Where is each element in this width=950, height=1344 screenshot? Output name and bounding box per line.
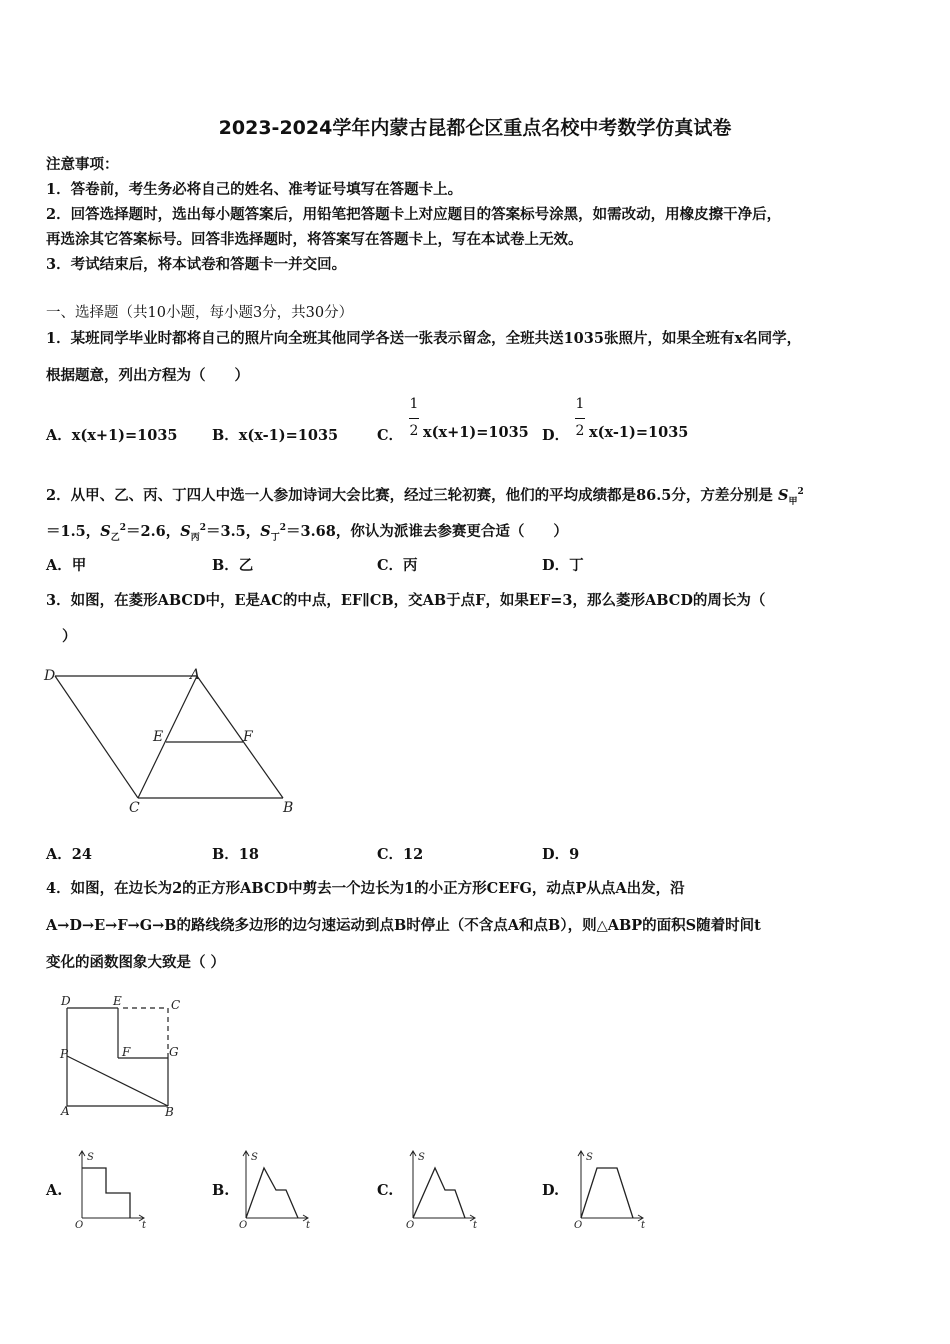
axis-label-o: O (239, 1220, 248, 1230)
q1-option-b: B．x(x-1)=1035 (212, 427, 339, 444)
axis-label-t: t (142, 1220, 147, 1230)
variance-value: ＝1.5， (46, 523, 101, 540)
notice-item: 3．考试结束后，将本试卷和答题卡一并交回。 (46, 256, 347, 273)
label-e: E (113, 994, 122, 1008)
label-d: D (61, 994, 71, 1008)
q2-option-b: B．乙 (212, 557, 254, 574)
axis-label-t: t (641, 1220, 646, 1230)
variance-value: ＝3.68，你认为派谁去参赛更合适（ ） (286, 523, 568, 540)
q4-stem: A→D→E→F→G→B的路线绕多边形的边匀速运动到点B时停止（不含点A和点B），则△ABP的面积S随着时间t (46, 917, 761, 934)
label-f: F (243, 729, 253, 745)
graph-curve (82, 1168, 130, 1218)
variance-sup: 2 (279, 523, 286, 534)
fraction-bar (575, 418, 585, 419)
variance-symbol: S (100, 523, 111, 540)
graph-option-b (236, 1148, 321, 1230)
q1-stem: 根据题意，列出方程为（ ） (46, 367, 249, 384)
section-heading: 一、选择题（共10小题，每小题3分，共30分） (46, 305, 354, 321)
label-b: B (283, 800, 294, 816)
q1-option-c: x(x+1)=1035 (423, 424, 529, 441)
axis-label-s: S (251, 1152, 258, 1163)
notice-item: 2．回答选择题时，选出每小题答案后，用铅笔把答题卡上对应题目的答案标号涂黑，如需改动，用橡皮擦干净后， (46, 206, 782, 223)
label-a: A (190, 667, 201, 683)
q4-stem: 变化的函数图象大致是（ ） (46, 954, 226, 971)
axis-label-o: O (406, 1220, 415, 1230)
label-g: G (169, 1045, 179, 1059)
axis-label-t: t (306, 1220, 311, 1230)
label-b: B (165, 1105, 174, 1119)
fraction-denominator: 2 (409, 423, 419, 439)
label-c: C (129, 800, 140, 816)
fraction-numerator: 1 (575, 396, 585, 412)
label-p: P (60, 1047, 69, 1061)
q2-stem-text: 2．从甲、乙、丙、丁四人中选一人参加诗词大会比赛，经过三轮初赛，他们的平均成绩都是86.5分，方差分别是 (46, 487, 773, 504)
variance-symbol: S (180, 523, 191, 540)
page-title: 2023-2024学年内蒙古昆都仑区重点名校中考数学仿真试卷 (218, 117, 732, 139)
variance-symbol: S (777, 487, 789, 504)
label-e: E (153, 729, 164, 745)
q3-option-a: A．24 (46, 846, 92, 863)
q1-option-c-label: C． (377, 427, 404, 444)
axis-label-t: t (473, 1220, 478, 1230)
segment-pb (67, 1056, 168, 1106)
variance-sup: 2 (797, 487, 804, 498)
axis-label-s: S (418, 1152, 425, 1163)
q3-option-d: D．9 (542, 846, 580, 863)
q1-stem: 1．某班同学毕业时都将自己的照片向全班其他同学各送一张表示留念，全班共送1035张照片，如果全班有x名同学， (46, 330, 802, 347)
q1-option-d-label: D． (542, 427, 570, 444)
q3-stem: 3．如图，在菱形ABCD中，E是AC的中点，EF∥CB，交AB于点F，如果EF=3，那么菱形ABCD的周长为（ (46, 592, 766, 609)
q4-option-d-label: D. (542, 1182, 560, 1199)
axis-label-s: S (586, 1152, 593, 1163)
q2-option-a: A．甲 (46, 557, 87, 574)
label-c: C (171, 998, 181, 1012)
variance-symbol: S (260, 523, 271, 540)
q1-option-d: x(x-1)=1035 (589, 424, 689, 441)
label-d: D (44, 668, 56, 684)
q3-option-b: B．18 (212, 846, 259, 863)
variance-value: ＝2.6， (126, 523, 181, 540)
edge-ab (197, 676, 283, 798)
notice-item: 再选涂其它答案标号。回答非选择题时，将答案写在答题卡上，写在本试卷上无效。 (46, 231, 583, 248)
q3-option-c: C．12 (377, 846, 424, 863)
graph-curve (413, 1168, 465, 1218)
q2-stem-2 (46, 520, 568, 543)
fraction-numerator: 1 (409, 396, 419, 412)
variance-sup: 2 (119, 523, 126, 534)
q2-option-d: D．丁 (542, 557, 584, 574)
edge-dc (55, 676, 138, 798)
q3-stem: ） (62, 628, 77, 645)
graph-curve (246, 1168, 298, 1218)
q2-stem (46, 484, 804, 507)
q4-stem: 4．如图，在边长为2的正方形ABCD中剪去一个边长为1的小正方形CEFG，动点P从点A出发，沿 (46, 880, 685, 897)
q4-option-a-label: A. (46, 1182, 63, 1199)
fraction-denominator: 2 (575, 423, 585, 439)
graph-option-d (571, 1148, 656, 1230)
square-figure (55, 990, 195, 1120)
variance-sup: 2 (199, 523, 206, 534)
notice-item: 1．答卷前，考生务必将自己的姓名、准考证号填写在答题卡上。 (46, 181, 463, 198)
variance-sub: 丙 (190, 532, 200, 543)
fraction-bar (409, 418, 419, 419)
q4-option-b-label: B. (212, 1182, 230, 1199)
variance-value: ＝3.5， (206, 523, 261, 540)
graph-option-a (72, 1148, 157, 1230)
q1-option-a: A．x(x+1)=1035 (46, 427, 178, 444)
variance-sub: 甲 (788, 496, 798, 507)
axis-label-s: S (87, 1152, 94, 1163)
graph-option-c (403, 1148, 488, 1230)
graph-curve (581, 1168, 633, 1218)
rhombus-figure (40, 662, 310, 822)
q4-option-c-label: C. (377, 1182, 394, 1199)
axis-label-o: O (574, 1220, 583, 1230)
label-f: F (122, 1045, 131, 1059)
label-a: A (61, 1104, 70, 1118)
notice-heading: 注意事项： (46, 156, 119, 173)
axis-label-o: O (75, 1220, 84, 1230)
variance-sub: 乙 (110, 532, 120, 543)
variance-sub: 丁 (270, 532, 280, 543)
diagonal-ac (138, 676, 197, 798)
q2-option-c: C．丙 (377, 557, 418, 574)
